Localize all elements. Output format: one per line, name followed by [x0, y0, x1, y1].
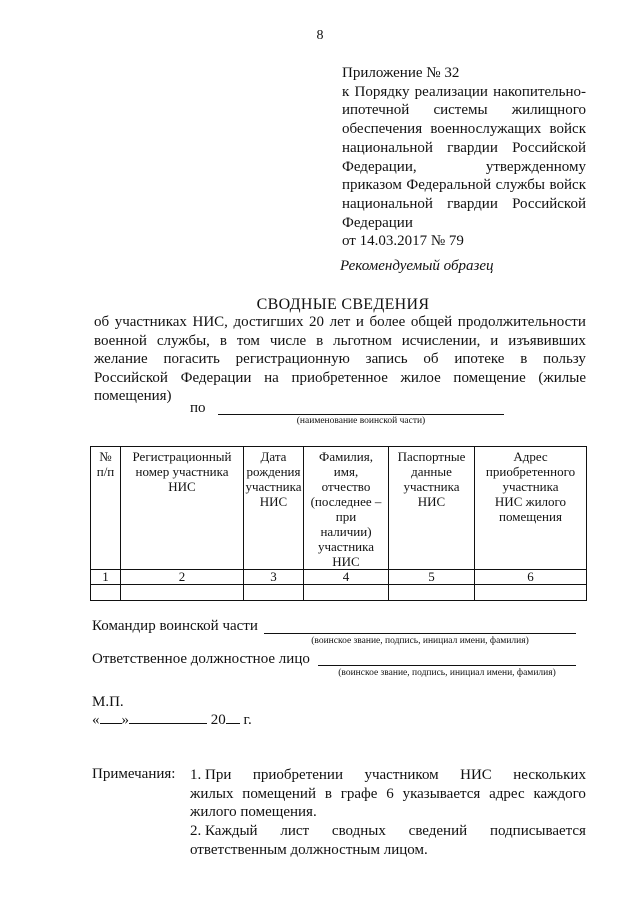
word: в: [324, 785, 332, 802]
column-number: 5: [389, 570, 475, 585]
commander-label: Командир воинской части: [92, 618, 258, 634]
word: указывается: [402, 785, 481, 802]
word: сводных: [331, 823, 386, 839]
word: и: [490, 332, 499, 349]
header-line: приобретенного: [485, 464, 576, 479]
header-line: НИС: [332, 554, 360, 569]
note-1-line: [190, 766, 586, 785]
text-line: [342, 195, 586, 214]
header-line: данные: [411, 464, 452, 479]
word: в: [219, 332, 227, 349]
word: (жилые: [538, 369, 586, 386]
stamp-label: М.П.: [92, 694, 124, 710]
text-line: [94, 313, 586, 332]
appendix-text: [342, 83, 586, 214]
word: продолжительности: [457, 314, 586, 330]
word: в: [316, 332, 324, 349]
header-passport: [389, 447, 475, 570]
responsible-caption: (воинское звание, подпись, инициал имени, фамилия): [338, 668, 556, 678]
year-prefix: 20: [210, 712, 226, 728]
column-number: 3: [244, 570, 304, 585]
header-line: НИС: [168, 479, 196, 494]
word: приобретении: [252, 767, 343, 783]
word: адрес: [489, 785, 525, 802]
header-full-name: [304, 447, 389, 570]
text-line: [94, 332, 586, 351]
header-line: НИС: [259, 494, 288, 509]
note-1: [190, 766, 586, 822]
table-cell[interactable]: [304, 585, 389, 601]
word: 20: [309, 314, 325, 330]
word: военной: [94, 332, 147, 349]
header-line: п/п: [96, 464, 115, 479]
document-title: СВОДНЫЕ СВЕДЕНИЯ: [256, 296, 430, 313]
unit-caption: (наименование воинской части): [296, 416, 426, 426]
column-number: 4: [304, 570, 389, 585]
word: НИС,: [192, 314, 228, 330]
header-line: при: [335, 509, 357, 524]
column-number: 2: [121, 570, 244, 585]
word: приобретенное: [291, 369, 388, 386]
header-line: наличии): [320, 524, 372, 539]
header-line: НИС: [417, 494, 446, 509]
column-number: 1: [91, 570, 121, 585]
word: Российской: [94, 369, 168, 386]
word: подписывается: [489, 823, 586, 839]
word: каждого: [533, 785, 586, 802]
header-reg-number: [121, 447, 244, 570]
word: ипотечной: [342, 102, 410, 119]
word: реализации: [414, 83, 488, 100]
header-address: [475, 447, 587, 570]
word: 6: [386, 785, 394, 802]
word: войск: [549, 121, 586, 138]
word: Российской: [512, 139, 586, 156]
word: войск: [549, 177, 586, 194]
word: на: [264, 369, 279, 386]
word: общей: [410, 314, 453, 330]
unit-name-line[interactable]: [218, 414, 504, 415]
date-close-quote: »: [121, 712, 129, 728]
day-blank[interactable]: [100, 711, 122, 724]
unit-label: по: [190, 400, 206, 416]
word: и: [355, 314, 364, 330]
year-blank[interactable]: [226, 711, 240, 724]
word: участниках: [114, 314, 187, 330]
table-cell[interactable]: [91, 585, 121, 601]
word: жилых: [190, 785, 234, 802]
text-line: [342, 139, 586, 158]
subtitle-lines: [94, 313, 586, 387]
page-number: 8: [316, 28, 324, 43]
word: регистрационную: [235, 351, 350, 368]
text-line: [342, 176, 586, 195]
word: участником: [364, 767, 439, 783]
note-1-line: [190, 785, 586, 804]
word: запись: [365, 351, 408, 368]
header-line: Фамилия,: [319, 449, 373, 464]
word: жилищного: [511, 102, 586, 119]
word: 2. Каждый: [190, 823, 258, 839]
text-line: [342, 101, 586, 120]
text-line: [342, 158, 586, 177]
header-line: №: [99, 449, 112, 464]
header-line: участника: [403, 479, 460, 494]
appendix-title: Приложение № 32: [342, 65, 460, 81]
word: 1. При: [190, 767, 232, 783]
header-line: отчество: [321, 479, 371, 494]
appendix-tail: Федерации: [342, 214, 413, 231]
appendix-approval: от 14.03.2017 № 79: [342, 233, 464, 250]
word: НИС: [460, 767, 492, 783]
date-open-quote: «: [92, 712, 100, 728]
note-2-line: [190, 822, 586, 841]
header-line: Адрес: [513, 449, 548, 464]
text-line: [342, 83, 586, 102]
word: Федеральной: [406, 177, 492, 194]
word: гвардии: [447, 139, 498, 156]
word: накопительно-: [493, 83, 586, 100]
note-2-tail: ответственным должностным лицом.: [190, 841, 428, 858]
word: жилое: [400, 369, 441, 386]
column-number: 6: [475, 570, 587, 585]
commander-signature-line[interactable]: [264, 633, 576, 634]
header-line: Дата: [260, 449, 287, 464]
header-line: участника: [317, 539, 375, 554]
header-line: Паспортные: [397, 449, 466, 464]
word: пользу: [543, 351, 586, 368]
table-cell[interactable]: [121, 585, 244, 601]
note-2: [190, 822, 586, 859]
text-line: [342, 120, 586, 139]
header-line: участника: [245, 479, 302, 494]
word: утвержденному: [485, 158, 586, 175]
header-line: помещения: [499, 509, 562, 524]
word: Федерации: [180, 369, 252, 386]
word: к: [342, 83, 350, 100]
header-line: участника: [502, 479, 559, 494]
year-suffix: г.: [243, 712, 252, 728]
word: лет: [329, 314, 351, 330]
word: льготном: [333, 332, 392, 349]
recommended-label: Рекомендуемый образец: [340, 258, 494, 274]
word: помещений: [242, 785, 316, 802]
header-line: рождения: [246, 464, 301, 479]
word: погасить: [163, 351, 220, 368]
appendix-block: [342, 64, 586, 251]
word: лист: [280, 823, 310, 839]
word: системы: [433, 102, 488, 119]
word: числе: [269, 332, 307, 349]
header-line: Регистрационный: [132, 449, 232, 464]
word: в: [520, 351, 528, 368]
word: желание: [94, 351, 148, 368]
header-line: (последнее –: [310, 494, 382, 509]
word: более: [369, 314, 406, 330]
table-column-numbers: [91, 570, 587, 585]
word: обеспечения: [342, 121, 423, 138]
word: графе: [340, 785, 378, 802]
word: ипотеке: [454, 351, 505, 368]
header-line: имя,: [333, 464, 359, 479]
word: национальной: [342, 139, 433, 156]
word: том: [236, 332, 260, 349]
word: службы,: [156, 332, 210, 349]
document-subtitle: [94, 313, 586, 406]
word: приказом: [342, 177, 402, 194]
header-line: НИС жилого: [494, 494, 567, 509]
date-field: [92, 711, 252, 729]
subtitle-tail: помещения): [94, 388, 172, 405]
word: гвардии: [447, 195, 498, 212]
commander-caption: (воинское звание, подпись, инициал имени, фамилия): [311, 636, 529, 646]
word: достигших: [233, 314, 304, 330]
word: сведений: [408, 823, 468, 839]
responsible-signature-line[interactable]: [318, 665, 576, 666]
header-line: номер участника: [135, 464, 229, 479]
text-line: [94, 350, 586, 369]
note-1-tail: жилого помещения.: [190, 804, 317, 821]
text-line: [94, 369, 586, 388]
responsible-label: Ответственное должностное лицо: [92, 651, 310, 667]
word: об: [423, 351, 439, 368]
summary-table: [90, 446, 587, 601]
table-cell[interactable]: [389, 585, 475, 601]
header-birth-date: [244, 447, 304, 570]
month-blank[interactable]: [129, 711, 207, 724]
word: Российской: [512, 195, 586, 212]
word: национальной: [342, 195, 433, 212]
word: исчислении,: [401, 332, 481, 349]
table-cell[interactable]: [475, 585, 587, 601]
table-cell[interactable]: [244, 585, 304, 601]
notes-label: Примечания:: [92, 766, 176, 782]
table-header-row: [91, 447, 587, 570]
word: изъявивших: [508, 332, 586, 349]
word: помещение: [453, 369, 526, 386]
word: нескольких: [513, 767, 586, 783]
word: об: [94, 314, 110, 330]
word: службы: [495, 177, 545, 194]
header-number: [91, 447, 121, 570]
word: Порядку: [354, 83, 410, 100]
table-row: [91, 585, 587, 601]
word: военнослужащих: [430, 121, 542, 138]
word: Федерации,: [342, 158, 417, 175]
